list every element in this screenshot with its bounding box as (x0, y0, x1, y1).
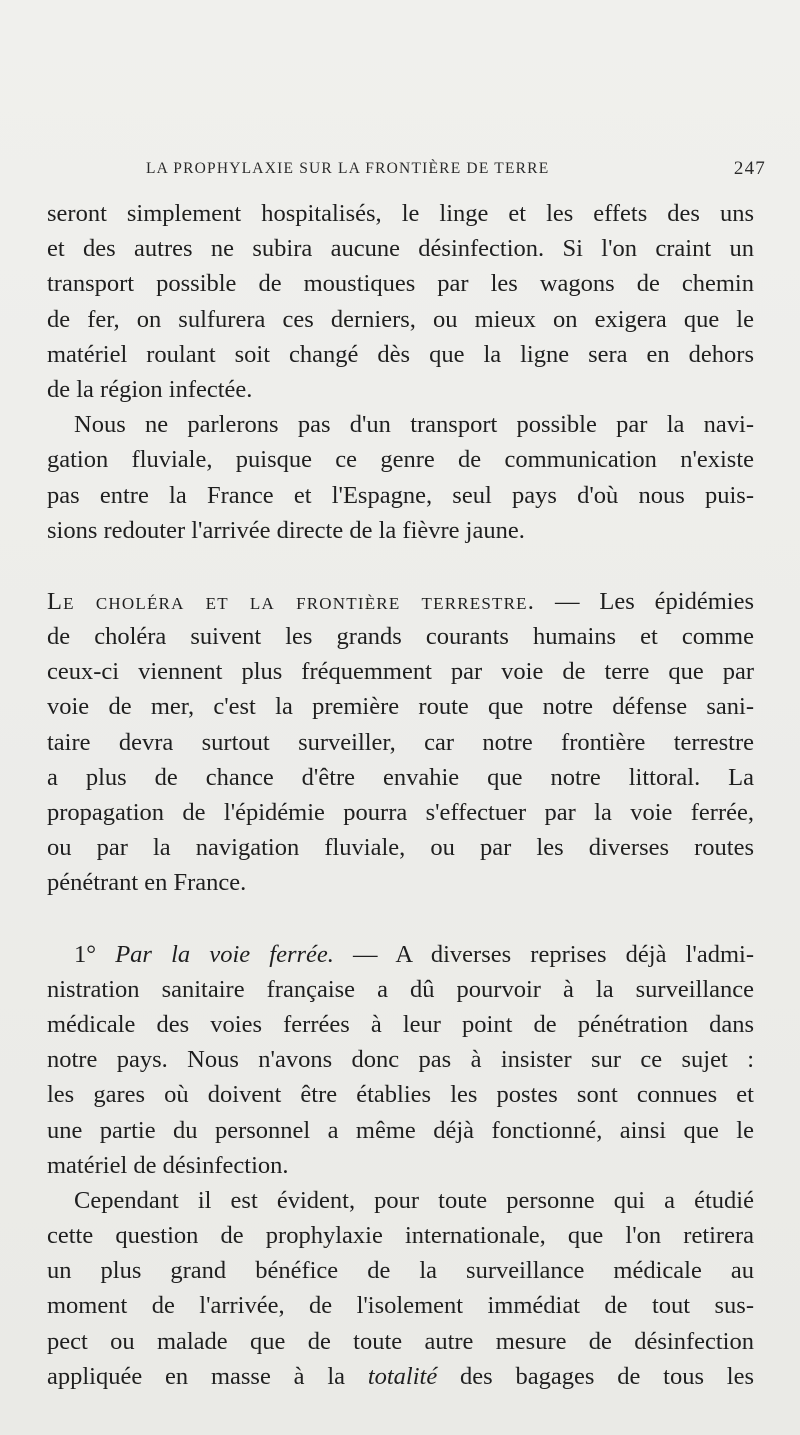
text-line: moment de l'arrivée, de l'isolement immédiat de tout sus- (47, 1292, 754, 1320)
text-line: pénétrant en France. (47, 869, 247, 897)
page-number: 247 (733, 158, 766, 179)
text-line: matériel roulant soit changé dès que la ligne sera en dehors (47, 340, 754, 368)
text-line: ou par la navigation fluviale, ou par les diverses routes (47, 834, 754, 862)
text-line-final (47, 1359, 754, 1394)
text-line: sions redouter l'arrivée directe de la fièvre jaune. (47, 516, 525, 544)
text-line: matériel de désinfection. (47, 1151, 289, 1179)
text-line: de choléra suivent les grands courants humains et comme (47, 623, 754, 651)
section-heading-cholera: Le choléra et la frontière terrestre. (47, 587, 536, 615)
text-line: gation fluviale, puisque ce genre de communication n'existe (47, 446, 754, 474)
text-line: médicale des voies ferrées à leur point de pénétration dans (47, 1010, 754, 1038)
text-line: nistration sanitaire française a dû pourvoir à la surveillance (47, 975, 754, 1003)
text-line: taire devra surtout surveiller, car notre frontière terrestre (47, 728, 754, 756)
text-line: une partie du personnel a même déjà fonctionné, ainsi que le (47, 1116, 754, 1144)
emphasized-word: totalité (367, 1362, 438, 1390)
text-line: seront simplement hospitalisés, le linge et les effets des uns (47, 200, 754, 227)
text-line: de la région infectée. (47, 375, 253, 403)
running-head-title: LA PROPHYLAXIE SUR LA FRONTIÈRE DE TERRE (146, 160, 550, 177)
text-line: cette question de prophylaxie internationale, que l'on retirera (47, 1222, 754, 1250)
text-line: ceux-ci viennent plus fréquemment par voie de terre que par (47, 658, 754, 686)
text-line: Cependant il est évident, pour toute personne qui a étudié (74, 1186, 754, 1214)
text-fragment: appliquée en masse à la (47, 1362, 368, 1390)
subsection-number: 1° (74, 940, 116, 968)
text-line: pect ou malade que de toute autre mesure de désinfection (47, 1327, 754, 1355)
text-line: notre pays. Nous n'avons donc pas à insister sur ce sujet : (47, 1046, 754, 1074)
text-line: voie de mer, c'est la première route que notre défense sani- (47, 693, 754, 721)
text-line: pas entre la France et l'Espagne, seul pays d'où nous puis- (47, 481, 754, 509)
text-line: les gares où doivent être établies les postes sont connues et (47, 1081, 754, 1109)
section-heading-line (47, 584, 754, 619)
text-fragment: — A diverses reprises déjà l'admi- (333, 940, 754, 968)
text-line: transport possible de moustiques par les wagons de chemin (47, 270, 754, 298)
text-fragment: — Les épidémies (535, 587, 754, 615)
text-line: un plus grand bénéfice de la surveillance médicale au (47, 1257, 754, 1285)
section-spacer (47, 901, 754, 937)
text-fragment: des bagages de tous les (437, 1362, 754, 1390)
subsection-heading-line (47, 937, 754, 972)
text-line: Nous ne parlerons pas d'un transport possible par la navi- (74, 411, 754, 439)
text-line: a plus de chance d'être envahie que notre littoral. La (47, 763, 754, 791)
running-head (146, 160, 766, 186)
text-line: propagation de l'épidémie pourra s'effectuer par la voie ferrée, (47, 799, 754, 826)
subsection-heading-voie-ferree: Par la voie ferrée. (115, 940, 334, 968)
section-spacer (47, 548, 754, 584)
text-line: et des autres ne subira aucune désinfection. Si l'on craint un (47, 235, 754, 263)
text-line: de fer, on sulfurera ces derniers, ou mieux on exigera que le (47, 305, 754, 333)
body-text (47, 196, 754, 1394)
